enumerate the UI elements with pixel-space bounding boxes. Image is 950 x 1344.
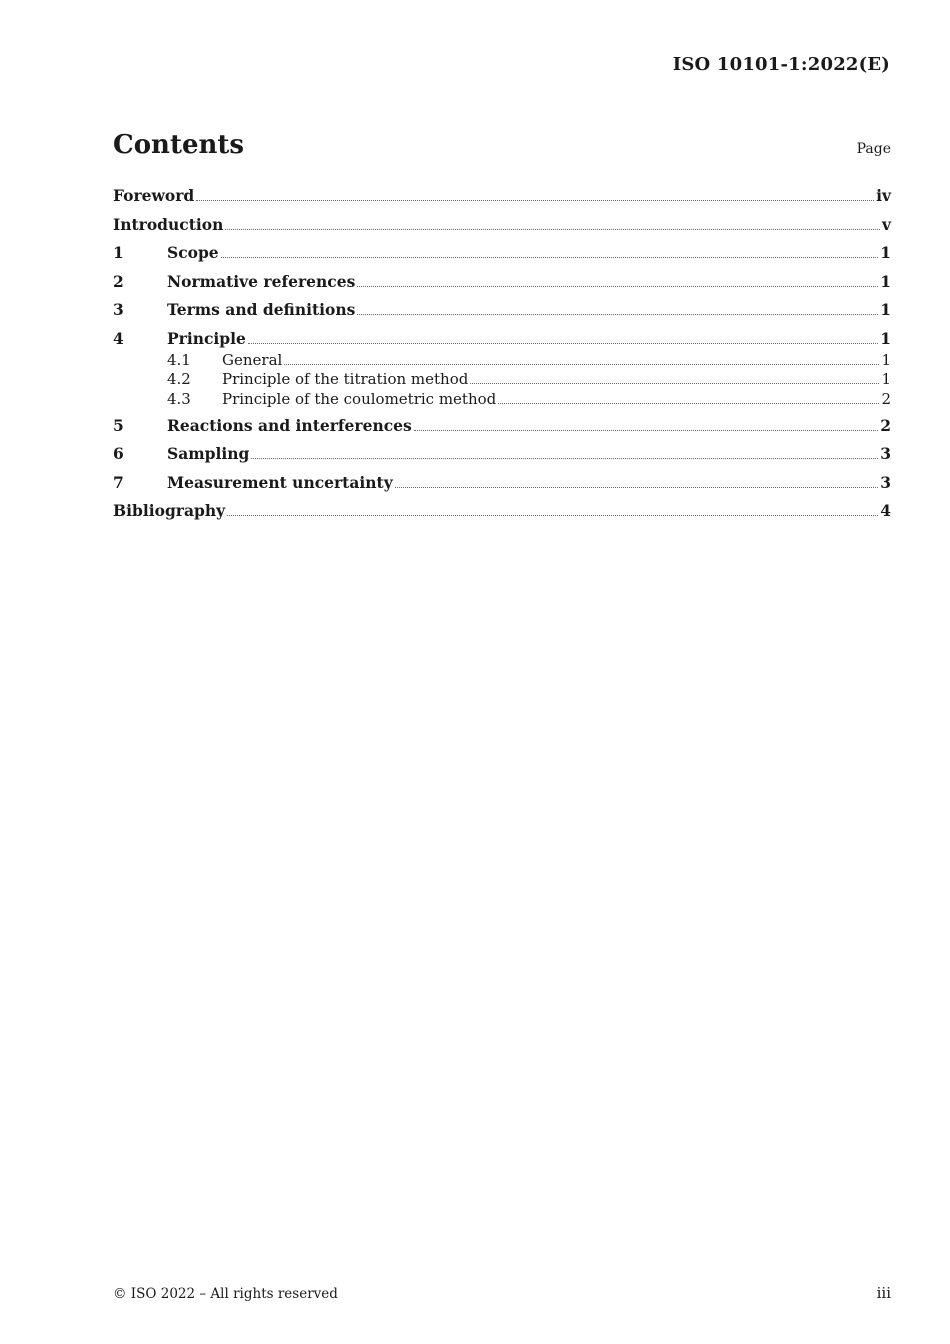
toc-entry-page: 2 — [881, 389, 891, 408]
toc-dot-leader — [498, 402, 879, 404]
table-of-contents — [113, 184, 891, 523]
toc-entry-title: General — [222, 350, 283, 369]
toc-entry-page: 1 — [880, 243, 891, 262]
contents-header — [113, 130, 891, 160]
toc-entry[interactable] — [113, 442, 891, 466]
toc-entry-number: 7 — [113, 472, 124, 492]
toc-entry-title: Introduction — [113, 214, 224, 234]
toc-entry-title: Terms and definitions — [167, 300, 356, 319]
toc-entry-number: 3 — [113, 300, 124, 319]
toc-entry-number: 4.3 — [167, 389, 191, 408]
toc-entry-title: Measurement uncertainty — [167, 472, 393, 492]
toc-entry-number: 6 — [113, 444, 124, 463]
copyright-notice: © ISO 2022 – All rights reserved — [113, 1286, 338, 1302]
toc-entry-number: 1 — [113, 243, 124, 262]
toc-entry-page: v — [881, 214, 891, 234]
toc-subentry[interactable] — [113, 390, 891, 410]
toc-entry-title: Principle of the titration method — [222, 370, 469, 388]
contents-title: Contents — [113, 130, 245, 160]
page-number: iii — [876, 1284, 891, 1302]
toc-entry-number: 4 — [113, 328, 124, 348]
toc-entry-title: Sampling — [167, 444, 250, 463]
toc-entry-page: 1 — [881, 350, 891, 369]
toc-entry-title: Principle — [167, 328, 246, 348]
toc-entry[interactable] — [113, 471, 891, 495]
toc-dot-leader — [225, 228, 880, 230]
toc-entry-title: Normative references — [167, 271, 356, 291]
toc-entry-page: 3 — [880, 472, 891, 492]
toc-entry-title: Foreword — [113, 186, 195, 205]
toc-entry-page: 4 — [880, 501, 891, 520]
page-column-label: Page — [856, 141, 891, 157]
toc-entry[interactable] — [113, 241, 891, 265]
toc-subentry[interactable] — [113, 351, 891, 371]
toc-entry-page: 3 — [880, 444, 891, 463]
toc-dot-leader — [470, 382, 879, 384]
toc-entry-title: Principle of the coulometric method — [222, 389, 497, 408]
toc-entry-number: 4.2 — [167, 370, 191, 388]
toc-dot-leader — [221, 256, 879, 258]
toc-entry-page: 1 — [881, 370, 891, 388]
toc-entry[interactable] — [113, 327, 891, 351]
toc-dot-leader — [251, 457, 878, 459]
toc-dot-leader — [357, 285, 878, 287]
toc-entry-page: 1 — [880, 300, 891, 319]
toc-dot-leader — [248, 342, 878, 344]
toc-entry-title: Reactions and interferences — [167, 415, 412, 435]
toc-subentry[interactable] — [113, 370, 891, 390]
toc-dot-leader — [395, 486, 878, 488]
toc-dot-leader — [284, 363, 879, 365]
toc-entry-number: 4.1 — [167, 350, 191, 369]
toc-entry[interactable] — [113, 213, 891, 237]
document-identifier: ISO 10101-1:2022(E) — [672, 54, 890, 75]
toc-entry-page: iv — [876, 186, 891, 205]
toc-dot-leader — [414, 429, 878, 431]
toc-entry[interactable] — [113, 499, 891, 523]
page-footer — [113, 1284, 891, 1302]
toc-dot-leader — [227, 514, 878, 516]
toc-entry-page: 1 — [880, 271, 891, 291]
toc-entry[interactable] — [113, 298, 891, 322]
toc-entry-title: Bibliography — [113, 501, 226, 520]
toc-entry-number: 2 — [113, 271, 124, 291]
toc-entry[interactable] — [113, 270, 891, 294]
toc-entry-page: 1 — [880, 328, 891, 348]
toc-entry-number: 5 — [113, 415, 124, 435]
toc-entry[interactable] — [113, 414, 891, 438]
toc-dot-leader — [196, 199, 874, 201]
toc-dot-leader — [357, 313, 878, 315]
toc-entry-page: 2 — [880, 415, 891, 435]
toc-entry[interactable] — [113, 184, 891, 208]
toc-entry-title: Scope — [167, 243, 219, 262]
